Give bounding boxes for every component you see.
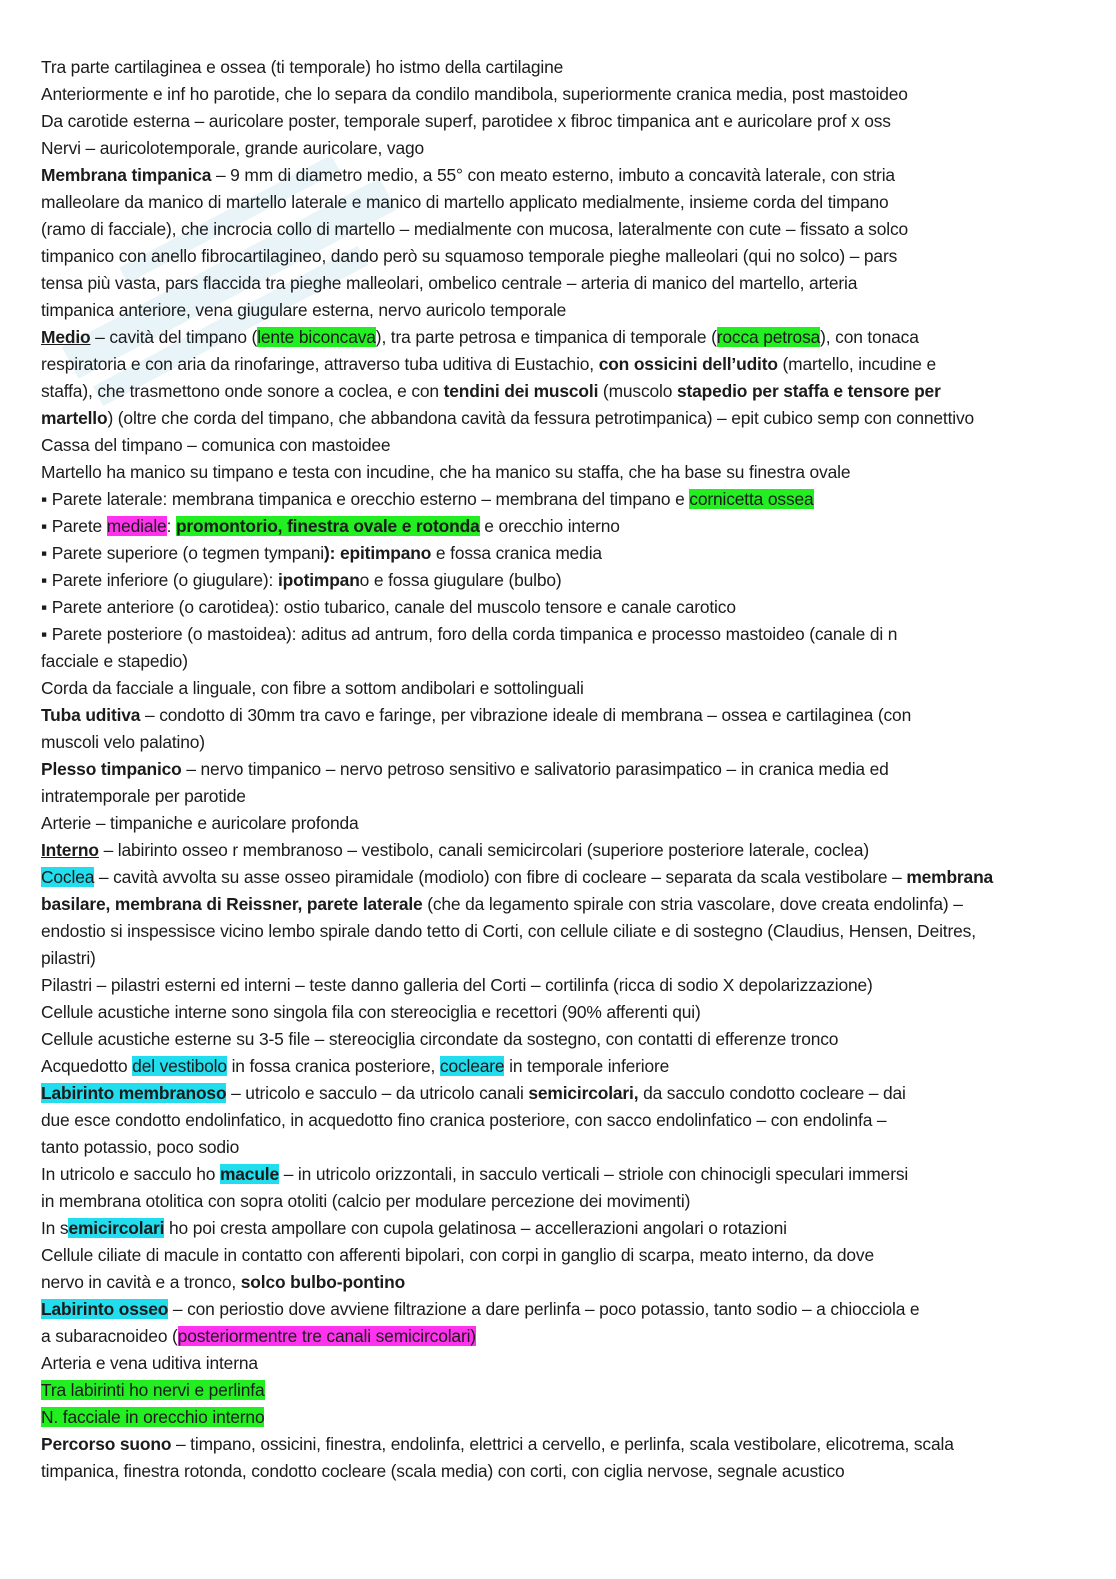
text-line <box>41 945 1091 972</box>
text-segment: (che da legamento spirale con stria vascolare, dove creata endolinfa) – <box>422 894 963 914</box>
text-line <box>41 972 1091 999</box>
bold-text: Membrana timpanica <box>41 165 212 185</box>
text-line <box>41 1026 1091 1053</box>
text-line <box>41 810 1091 837</box>
text-segment: – nervo timpanico – nervo petroso sensitivo e salivatorio parasimpatico – in cranica media ed <box>181 759 889 779</box>
text-line <box>41 81 1091 108</box>
bold-text: basilare, membrana di Reissner, parete laterale <box>41 894 423 914</box>
text-segment: Da carotide esterna – auricolare poster, temporale superf, parotidee x fibroc timpanica ant e auricolare prof x oss <box>41 111 891 131</box>
text-segment: Corda da facciale a linguale, con fibre a sottom andibolari e sottolinguali <box>41 678 584 698</box>
text-segment: ▪ Parete posteriore (o mastoidea): aditus ad antrum, foro della corda timpanica e processo mastoideo (canale di n <box>41 624 898 644</box>
highlight-green: Tra labirinti ho nervi e perlinfa <box>41 1380 265 1400</box>
text-line <box>41 162 1091 189</box>
bold-text: ): epitimpano <box>324 543 432 563</box>
text-segment: – con periostio dove avviene filtrazione a dare perlinfa – poco potassio, tanto sodio – a chiocciola e <box>168 1299 920 1319</box>
text-segment: In s <box>41 1218 69 1238</box>
text-line <box>41 1053 1091 1080</box>
text-segment: – 9 mm di diametro medio, a 55° con meato esterno, imbuto a concavità laterale, con stria <box>211 165 895 185</box>
text-segment: a subaracnoideo ( <box>41 1326 178 1346</box>
text-segment: Cellule acustiche interne sono singola fila con stereociglia e recettori (90% afferenti qui) <box>41 1002 701 1022</box>
text-line <box>41 540 1091 567</box>
highlight-cyan: emicircolari <box>68 1218 165 1238</box>
text-line <box>41 1161 1091 1188</box>
text-line <box>41 783 1091 810</box>
text-line <box>41 702 1091 729</box>
text-segment: e orecchio interno <box>479 516 620 536</box>
highlight-green: cornicetta ossea <box>689 489 814 509</box>
bold-text: Interno <box>41 840 99 860</box>
text-line <box>41 324 1091 351</box>
text-line <box>41 513 1091 540</box>
text-segment: endostio si inspessisce vicino lembo spirale dando tetto di Corti, con cellule ciliate e di sostegno (Claudius, Hensen, Deitres, <box>41 921 976 941</box>
text-segment: ▪ Parete superiore (o tegmen tympani <box>41 543 325 563</box>
highlight-magenta: posteriormentre tre canali semicircolari) <box>177 1326 476 1346</box>
text-line <box>41 891 1091 918</box>
text-segment: pilastri) <box>41 948 96 968</box>
text-line <box>41 459 1091 486</box>
text-segment: (martello, incudine e <box>777 354 936 374</box>
text-line <box>41 189 1091 216</box>
text-segment: ) (oltre che corda del timpano, che abbandona cavità da fessura petrotimpanica) – epit cubico semp con connettivo <box>107 408 975 428</box>
text-line <box>41 135 1091 162</box>
text-line <box>41 270 1091 297</box>
text-segment: Acquedotto <box>41 1056 133 1076</box>
text-segment: due esce condotto endolinfatico, in acquedotto fino cranica posteriore, con sacco endolinfatico – con endolinfa – <box>41 1110 887 1130</box>
highlight-cyan: Labirinto membranoso <box>41 1083 227 1103</box>
text-line <box>41 567 1091 594</box>
text-segment: timpanico con anello fibrocartilagineo, dando però su squamoso temporale pieghe malleolari (qui no solco) – pars <box>41 246 898 266</box>
text-line <box>41 432 1091 459</box>
notes-body <box>41 54 1091 1485</box>
highlight-cyan: cocleare <box>439 1056 505 1076</box>
text-line <box>41 54 1091 81</box>
text-segment: ▪ Parete <box>41 516 107 536</box>
bold-text: Percorso suono <box>41 1434 172 1454</box>
text-line <box>41 1269 1091 1296</box>
text-segment: in fossa cranica posteriore, <box>226 1056 440 1076</box>
bold-text: Tuba uditiva <box>41 705 141 725</box>
text-segment: – utricolo e sacculo – da utricolo canali <box>226 1083 529 1103</box>
text-segment: ), tra parte petrosa e timpanica di temporale ( <box>375 327 717 347</box>
bold-text: membrana <box>906 867 994 887</box>
bold-text: martello <box>41 408 108 428</box>
highlight-magenta: mediale <box>106 516 167 536</box>
text-line <box>41 378 1091 405</box>
text-segment: tanto potassio, poco sodio <box>41 1137 240 1157</box>
text-line <box>41 216 1091 243</box>
text-line <box>41 999 1091 1026</box>
text-line <box>41 1107 1091 1134</box>
text-line <box>41 594 1091 621</box>
text-segment: in temporale inferiore <box>504 1056 670 1076</box>
text-segment: ▪ Parete laterale: membrana timpanica e orecchio esterno – membrana del timpano e <box>41 489 690 509</box>
text-segment: Pilastri – pilastri esterni ed interni – teste danno galleria del Corti – cortilinfa (ricca di sodio X depolarizzazione) <box>41 975 873 995</box>
text-line <box>41 864 1091 891</box>
text-segment: ), con tonaca <box>820 327 919 347</box>
text-line <box>41 108 1091 135</box>
text-line <box>41 1242 1091 1269</box>
highlight-cyan: macule <box>219 1164 280 1184</box>
text-segment: – cavità avvolta su asse osseo piramidale (modiolo) con fibre di cocleare – separata da scala vestibolare – <box>94 867 907 887</box>
highlight-cyan: del vestibolo <box>132 1056 227 1076</box>
bold-text: semicircolari, <box>528 1083 639 1103</box>
text-line <box>41 1404 1091 1431</box>
text-segment: nervo in cavità e a tronco, <box>41 1272 241 1292</box>
text-segment: timpanica anteriore, vena giugulare esterna, nervo auricolo temporale <box>41 300 567 320</box>
text-line <box>41 1080 1091 1107</box>
text-line <box>41 1431 1091 1458</box>
text-segment: (ramo di facciale), che incrocia collo di martello – medialmente con mucosa, lateralmente con cute – fissato a solco <box>41 219 909 239</box>
text-segment: timpanica, finestra rotonda, condotto cocleare (scala media) con corti, con ciglia nervose, segnale acustico <box>41 1461 845 1481</box>
text-segment: In utricolo e sacculo ho <box>41 1164 220 1184</box>
text-segment: ▪ Parete anteriore (o carotidea): ostio tubarico, canale del muscolo tensore e canale carotico <box>41 597 736 617</box>
highlight-green: promontorio, finestra ovale e rotonda <box>175 516 480 536</box>
text-segment: intratemporale per parotide <box>41 786 246 806</box>
text-line <box>41 1134 1091 1161</box>
text-line <box>41 1188 1091 1215</box>
text-line <box>41 1350 1091 1377</box>
highlight-cyan: Coclea <box>41 867 95 887</box>
text-line <box>41 243 1091 270</box>
text-segment: Tra parte cartilaginea e ossea (ti temporale) ho istmo della cartilagine <box>41 57 564 77</box>
highlight-green: rocca petrosa <box>716 327 821 347</box>
text-segment: – condotto di 30mm tra cavo e faringe, per vibrazione ideale di membrana – ossea e cartilaginea (con <box>140 705 912 725</box>
bold-text: con ossicini dell’udito <box>598 354 778 374</box>
text-segment: Anteriormente e inf ho parotide, che lo separa da condilo mandibola, superiormente cranica media, post mastoideo <box>41 84 908 104</box>
text-line <box>41 675 1091 702</box>
text-segment: Nervi – auricolotemporale, grande auricolare, vago <box>41 138 425 158</box>
text-line <box>41 918 1091 945</box>
bold-text: tendini dei muscoli <box>443 381 599 401</box>
text-segment: e fossa cranica media <box>431 543 602 563</box>
text-segment: – timpano, ossicini, finestra, endolinfa, elettrici a cervello, e perlinfa, scala vestibolare, elicotrema, scala <box>171 1434 954 1454</box>
bold-text: Plesso timpanico <box>41 759 182 779</box>
text-line <box>41 351 1091 378</box>
text-line <box>41 405 1091 432</box>
bold-text: solco bulbo-pontino <box>240 1272 406 1292</box>
bold-text: stapedio per staffa e tensore per <box>676 381 941 401</box>
text-line <box>41 486 1091 513</box>
text-line <box>41 1377 1091 1404</box>
text-line <box>41 297 1091 324</box>
text-segment: Arterie – timpaniche e auricolare profonda <box>41 813 359 833</box>
highlight-green: N. facciale in orecchio interno <box>41 1407 265 1427</box>
text-line <box>41 1215 1091 1242</box>
text-segment: Arteria e vena uditiva interna <box>41 1353 258 1373</box>
text-segment: ▪ Parete inferiore (o giugulare): <box>41 570 278 590</box>
text-segment: tensa più vasta, pars flaccida tra pieghe malleolari, ombelico centrale – arteria di manico del martello, arteria <box>41 273 858 293</box>
text-line <box>41 621 1091 648</box>
text-line <box>41 756 1091 783</box>
text-line <box>41 1296 1091 1323</box>
text-segment: staffa), che trasmettono onde sonore a coclea, e con <box>41 381 444 401</box>
text-segment: – labirinto osseo r membranoso – vestibolo, canali semicircolari (superiore posteriore laterale, coclea) <box>98 840 869 860</box>
text-segment: : <box>166 516 176 536</box>
text-segment: in membrana otolitica con sopra otoliti (calcio per modulare percezione dei movimenti) <box>41 1191 691 1211</box>
text-segment: – in utricolo orizzontali, in sacculo verticali – striole con chinocigli speculari immersi <box>279 1164 909 1184</box>
text-segment: da sacculo condotto cocleare – dai <box>638 1083 906 1103</box>
text-line <box>41 729 1091 756</box>
text-segment: respiratoria e con aria da rinofaringe, attraverso tuba uditiva di Eustachio, <box>41 354 599 374</box>
text-segment: ho poi cresta ampollare con cupola gelatinosa – accellerazioni angolari o rotazioni <box>164 1218 787 1238</box>
text-segment: Cassa del timpano – comunica con mastoidee <box>41 435 391 455</box>
bold-text: Medio <box>41 327 91 347</box>
text-segment: malleolare da manico di martello laterale e manico di martello applicato medialmente, insieme corda del timpano <box>41 192 889 212</box>
text-segment: (muscolo <box>598 381 677 401</box>
text-segment: Cellule ciliate di macule in contatto con afferenti bipolari, con corpi in ganglio di scarpa, meato interno, da dove <box>41 1245 874 1265</box>
text-line <box>41 1323 1091 1350</box>
text-line <box>41 1458 1091 1485</box>
text-segment: Cellule acustiche esterne su 3-5 file – stereociglia circondate da sostegno, con contatti di efferenze tronco <box>41 1029 839 1049</box>
text-line <box>41 648 1091 675</box>
text-segment: o e fossa giugulare (bulbo) <box>359 570 562 590</box>
bold-text: ipotimpan <box>277 570 360 590</box>
highlight-green: lente biconcava <box>257 327 376 347</box>
text-segment: – cavità del timpano ( <box>90 327 258 347</box>
text-segment: muscoli velo palatino) <box>41 732 205 752</box>
text-segment: facciale e stapedio) <box>41 651 188 671</box>
text-line <box>41 837 1091 864</box>
highlight-cyan: Labirinto osseo <box>41 1299 169 1319</box>
text-segment: Martello ha manico su timpano e testa con incudine, che ha manico su staffa, che ha base su finestra ovale <box>41 462 851 482</box>
